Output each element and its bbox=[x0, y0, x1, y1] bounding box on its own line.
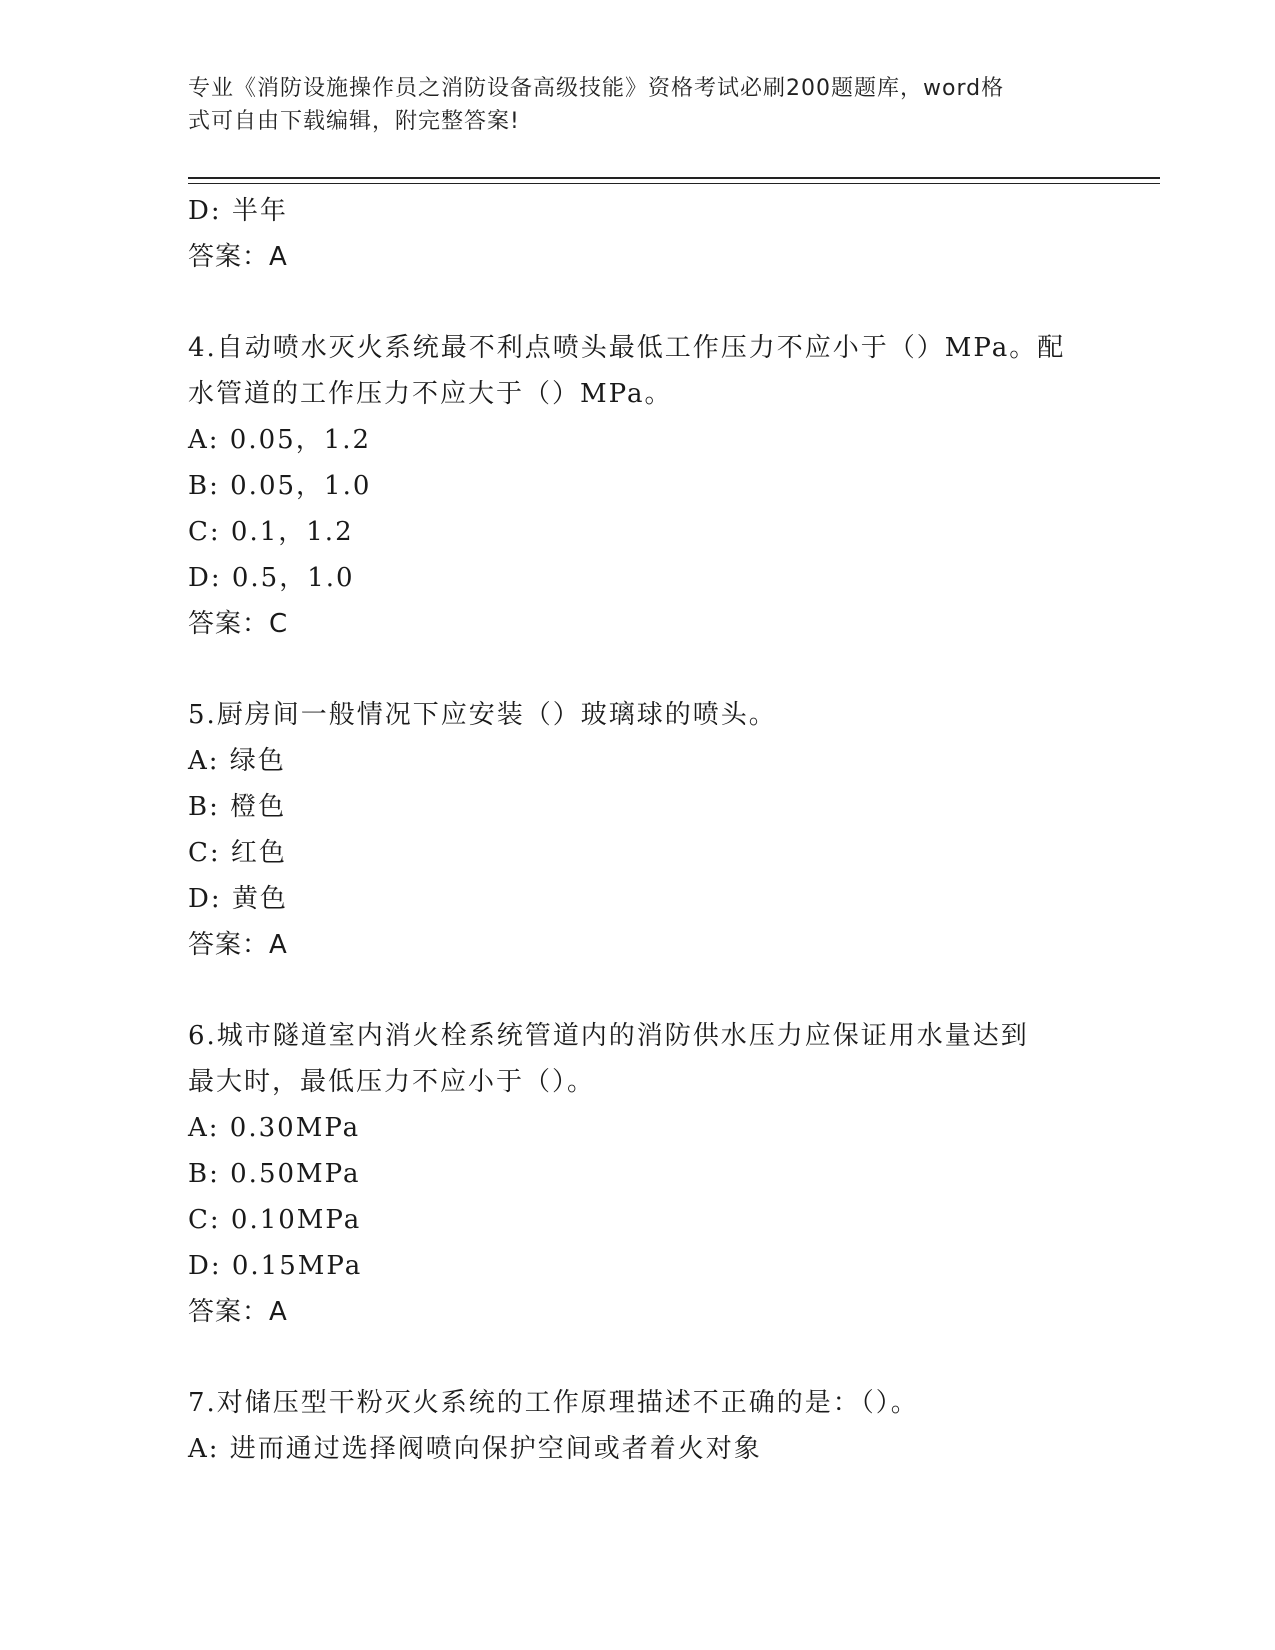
question-7 bbox=[188, 1380, 1088, 1472]
answer-label: 答案：A bbox=[188, 930, 288, 960]
spacer bbox=[188, 1335, 1088, 1380]
option-c: C: 0.10MPa bbox=[188, 1205, 362, 1235]
option-a: A: 进而通过选择阀喷向保护空间或者着火对象 bbox=[188, 1434, 762, 1464]
answer-label: 答案：A bbox=[188, 242, 288, 272]
option-c: C: 红色 bbox=[188, 838, 287, 868]
question-4 bbox=[188, 325, 1088, 647]
document-body bbox=[188, 188, 1088, 1472]
question-5 bbox=[188, 692, 1088, 968]
question-6 bbox=[188, 1013, 1088, 1335]
question-title-line: 水管道的工作压力不应大于（）MPa。 bbox=[188, 379, 673, 409]
option-d: D: 黄色 bbox=[188, 884, 288, 914]
header-divider-thin bbox=[188, 183, 1160, 184]
previous-question-tail bbox=[188, 188, 1088, 280]
question-title-line: 最大时，最低压力不应小于（）。 bbox=[188, 1067, 596, 1097]
option-d: D: 半年 bbox=[188, 196, 288, 226]
option-a: A: 0.30MPa bbox=[188, 1113, 361, 1143]
question-title-line: 5.厨房间一般情况下应安装（）玻璃球的喷头。 bbox=[188, 700, 777, 730]
header-divider-thick bbox=[188, 177, 1160, 179]
option-b: B: 0.05，1.0 bbox=[188, 471, 372, 501]
question-title-line: 6.城市隧道室内消火栓系统管道内的消防供水压力应保证用水量达到 bbox=[188, 1021, 1029, 1051]
option-d: D: 0.5，1.0 bbox=[188, 563, 355, 593]
header-line-1: 专业《消防设施操作员之消防设备高级技能》资格考试必刷200题题库，word格 bbox=[188, 76, 1005, 101]
question-title-line: 4.自动喷水灭火系统最不利点喷头最低工作压力不应小于（）MPa。配 bbox=[188, 333, 1066, 363]
document-header bbox=[188, 72, 1068, 138]
spacer bbox=[188, 968, 1088, 1013]
header-line-2: 式可自由下载编辑，附完整答案! bbox=[188, 109, 520, 134]
answer-label: 答案：A bbox=[188, 1297, 288, 1327]
option-c: C: 0.1，1.2 bbox=[188, 517, 354, 547]
option-a: A: 绿色 bbox=[188, 746, 286, 776]
answer-label: 答案：C bbox=[188, 609, 289, 639]
option-b: B: 橙色 bbox=[188, 792, 287, 822]
spacer bbox=[188, 647, 1088, 692]
option-d: D: 0.15MPa bbox=[188, 1251, 363, 1281]
option-b: B: 0.50MPa bbox=[188, 1159, 361, 1189]
question-title-line: 7.对储压型干粉灭火系统的工作原理描述不正确的是：（）。 bbox=[188, 1388, 919, 1418]
option-a: A: 0.05，1.2 bbox=[188, 425, 372, 455]
spacer bbox=[188, 280, 1088, 325]
